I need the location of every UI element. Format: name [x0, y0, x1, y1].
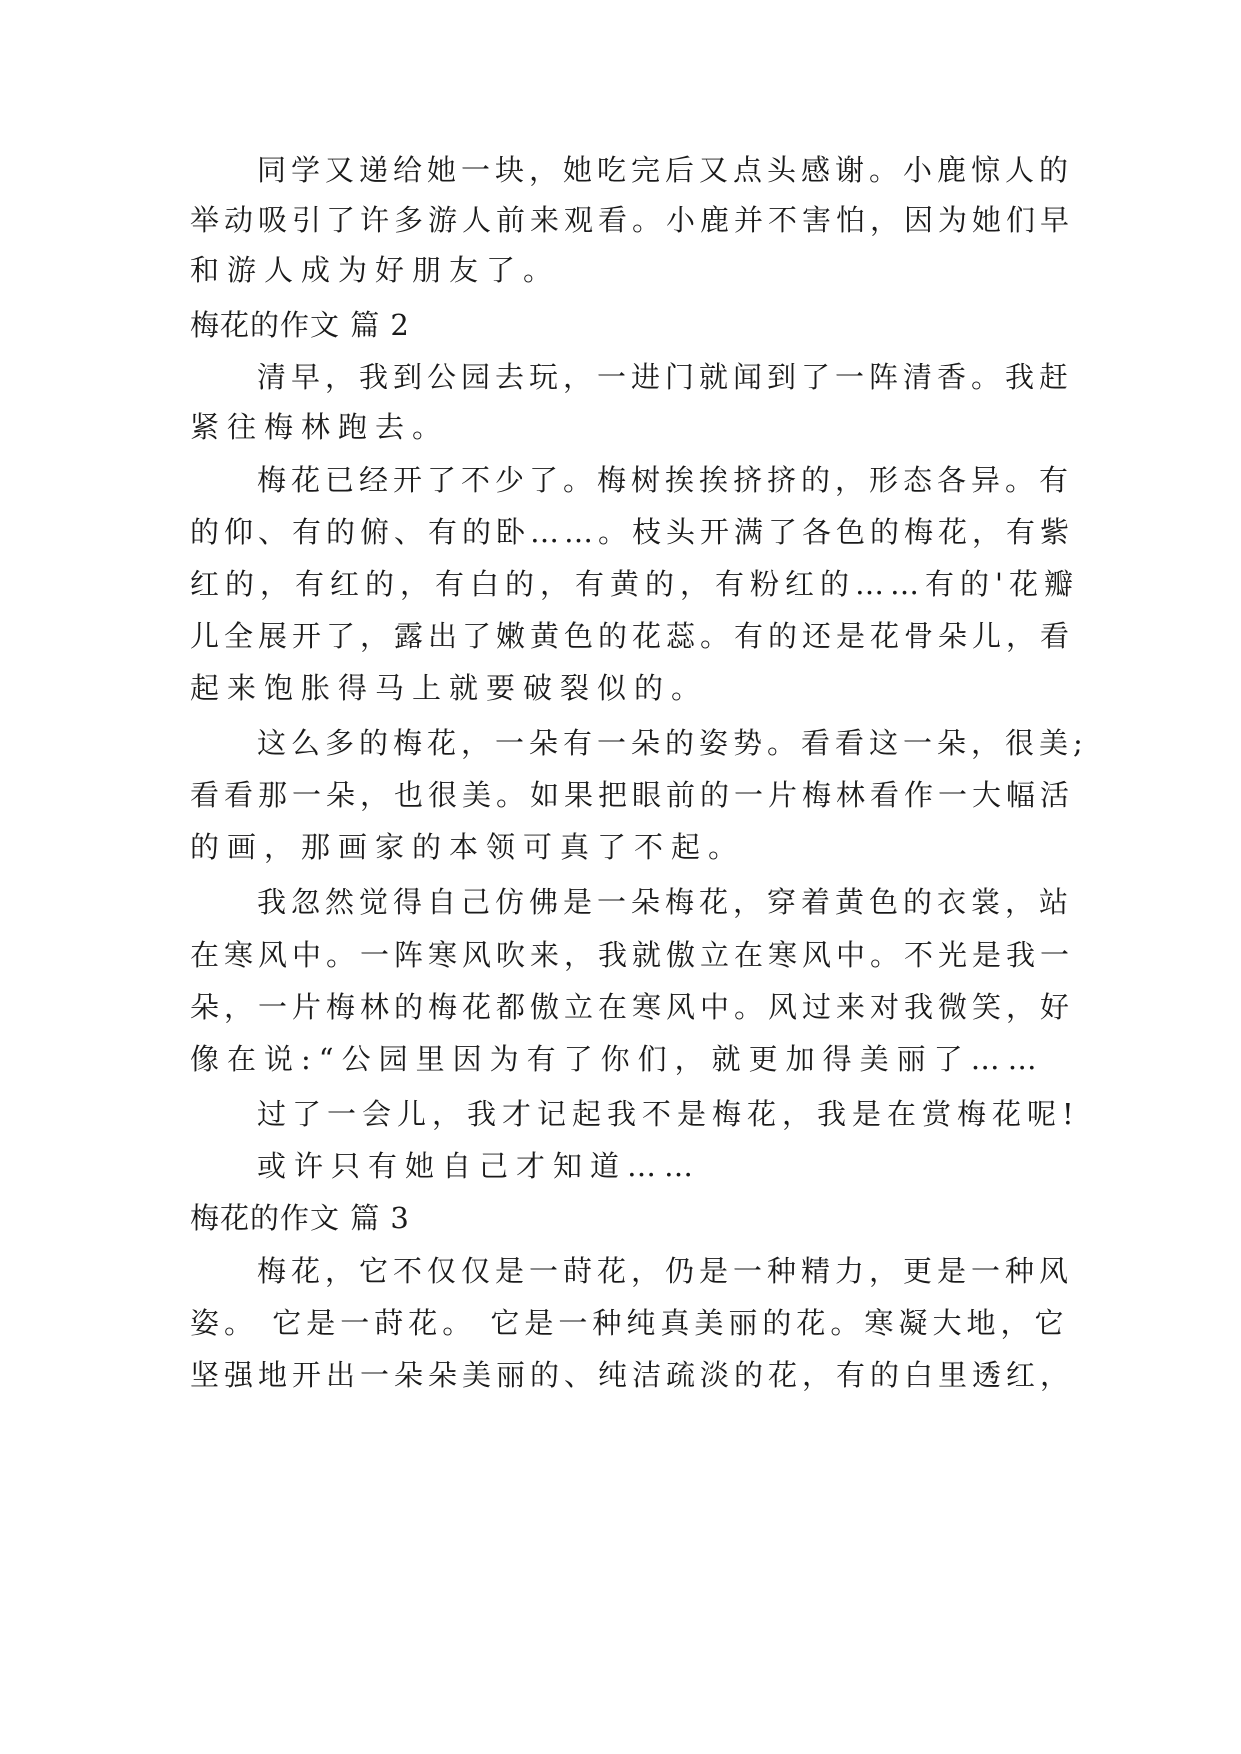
paragraph-line: 我忽然觉得自己仿佛是一朵梅花，穿着黄色的衣裳，站 [257, 885, 1074, 919]
paragraph-line: 看看那一朵，也很美。如果把眼前的一片梅林看作一大幅活 [190, 778, 1075, 812]
paragraph-line: 朵，一片梅林的梅花都傲立在寒风中。风过来对我微笑，好 [190, 990, 1075, 1024]
paragraph-line: 紧往梅林跑去。 [190, 410, 450, 444]
paragraph-line: 这么多的梅花，一朵有一朵的姿势。看看这一朵，很美; [257, 726, 1088, 760]
paragraph-line: 举动吸引了许多游人前来观看。小鹿并不害怕，因为她们早 [190, 203, 1075, 237]
paragraph-line: 的仰、有的俯、有的卧……。枝头开满了各色的梅花，有紫 [190, 515, 1075, 549]
paragraph-line: 姿。 它是一莳花。 它是一种纯真美丽的花。寒凝大地，它 [190, 1306, 1069, 1340]
paragraph-line: 同学又递给她一块，她吃完后又点头感谢。小鹿惊人的 [257, 153, 1074, 187]
paragraph-line: 红的，有红的，有白的，有黄的，有粉红的……有的'花瓣 [190, 567, 1079, 601]
paragraph-line: 起来饱胀得马上就要破裂似的。 [190, 671, 709, 705]
paragraph-line: 儿全展开了，露出了嫩黄色的花蕊。有的还是花骨朵儿，看 [190, 619, 1075, 653]
paragraph-line: 和游人成为好朋友了。 [190, 253, 561, 287]
section-heading: 梅花的作文 篇 3 [190, 1201, 410, 1235]
paragraph-line: 在寒风中。一阵寒风吹来，我就傲立在寒风中。不光是我一 [190, 938, 1075, 972]
paragraph-line: 梅花已经开了不少了。梅树挨挨挤挤的，形态各异。有 [257, 463, 1074, 497]
paragraph-line: 或许只有她自己才知道…… [257, 1149, 702, 1183]
paragraph-line: 像在说:“公园里因为有了你们，就更加得美丽了…… [190, 1042, 1045, 1076]
paragraph-line: 坚强地开出一朵朵美丽的、纯洁疏淡的花，有的白里透红， [190, 1358, 1075, 1392]
paragraph-line: 清早，我到公园去玩，一进门就闻到了一阵清香。我赶 [257, 360, 1074, 394]
paragraph-line: 梅花，它不仅仅是一莳花，仍是一种精力，更是一种风 [257, 1254, 1074, 1288]
paragraph-line: 过了一会儿，我才记起我不是梅花，我是在赏梅花呢! [257, 1097, 1080, 1131]
paragraph-line: 的画，那画家的本领可真了不起。 [190, 830, 746, 864]
section-heading: 梅花的作文 篇 2 [190, 308, 410, 342]
